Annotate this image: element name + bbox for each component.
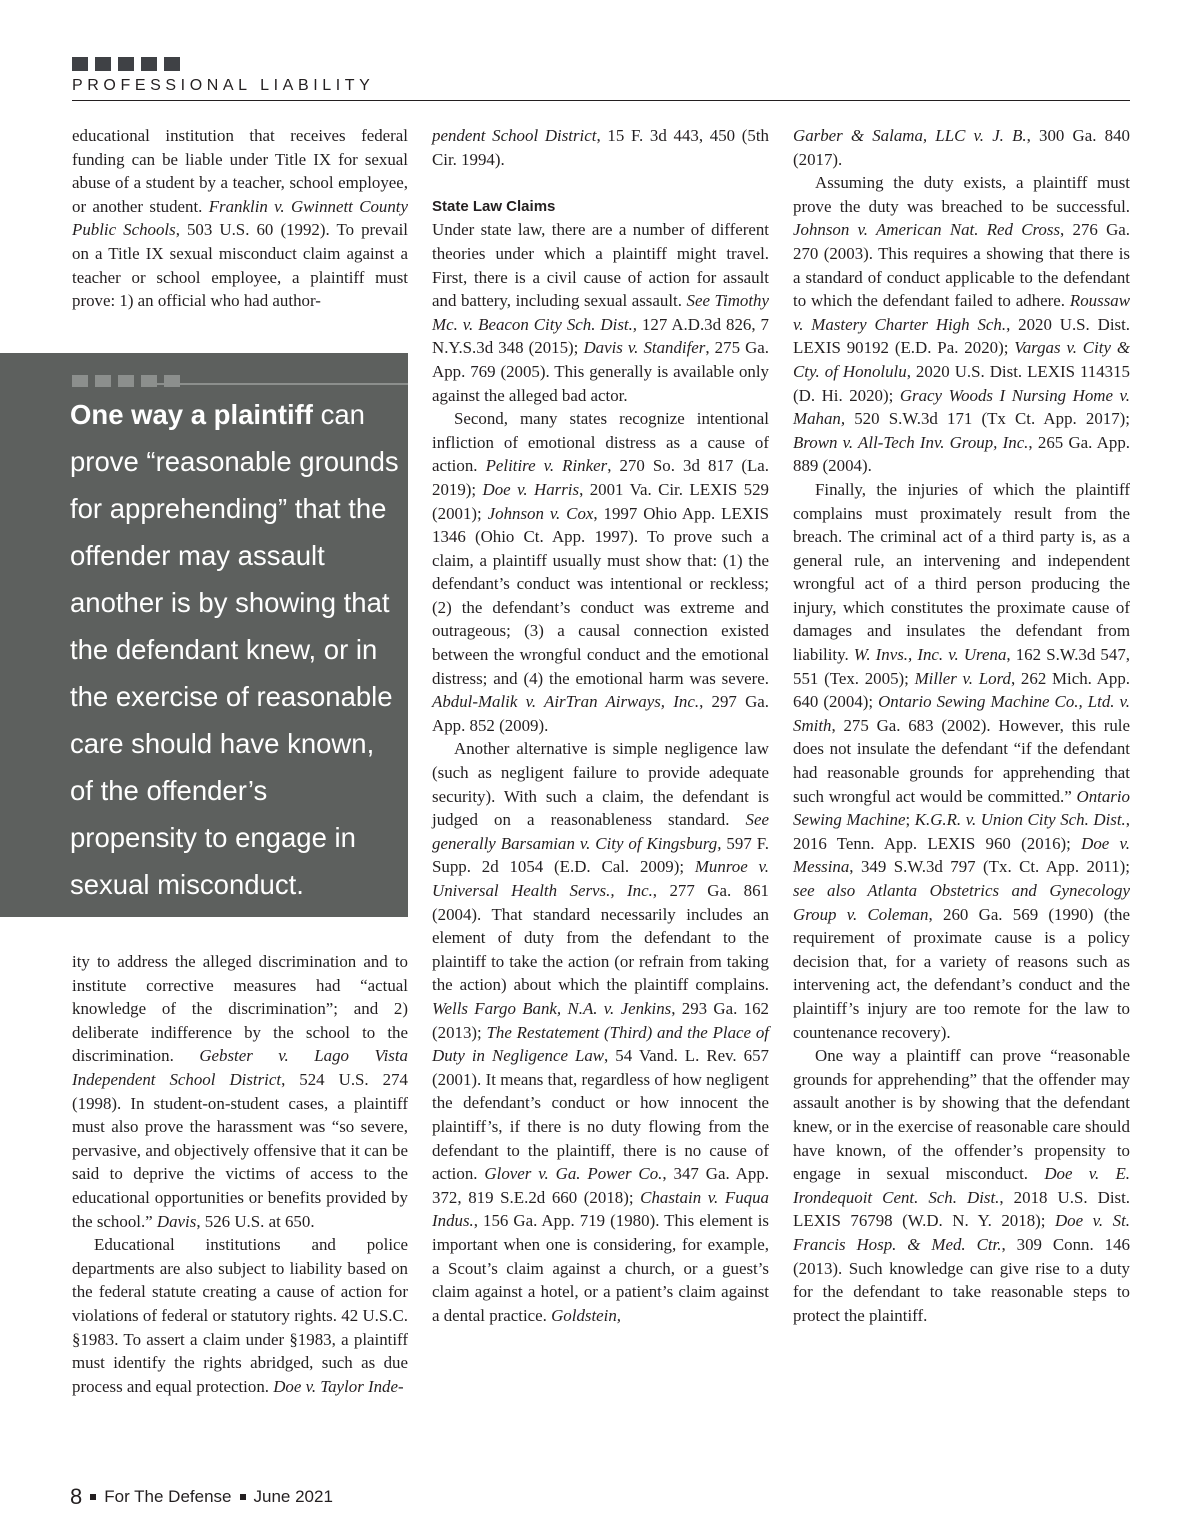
page-number: 8 bbox=[70, 1484, 83, 1509]
text-run: ; bbox=[905, 810, 915, 830]
pull-quote-lead: One way a plaintiff bbox=[70, 399, 313, 430]
paragraph bbox=[793, 124, 1130, 171]
column-1-bottom bbox=[72, 950, 408, 1398]
text-run: , 162 S.W.3d 547, 551 (Tex. 2005); bbox=[793, 645, 1130, 688]
paragraph bbox=[432, 737, 769, 1327]
case-citation: Ontario Sewing Machine bbox=[793, 786, 1130, 830]
text-run: Under state law, there are a number of different theories under which a plaintiff might travel. First, there is a civil cause of action for assault and battery, including sexual assault. bbox=[432, 220, 769, 311]
paragraph bbox=[793, 171, 1130, 478]
text-run: , 503 U.S. 60 (1992). To prevail on a Title IX sexual misconduct claim against a teacher or school employee, a plaintiff must prove: 1) an official who had author- bbox=[72, 220, 408, 311]
text-run: Assuming the duty exists, a plaintiff must prove the duty was breached to be successful. bbox=[793, 173, 1130, 216]
case-citation: Wells Fargo Bank, N.A. v. Jenkins bbox=[432, 998, 672, 1018]
page-footer bbox=[70, 1484, 333, 1510]
publication-name: For The Defense bbox=[104, 1487, 232, 1506]
text-run: 597 F. Supp. 2d 1054 (E.D. Cal. 2009); bbox=[432, 833, 769, 877]
case-citation: Davis bbox=[156, 1211, 197, 1231]
case-citation: Munroe v. Universal Health Servs., Inc. bbox=[432, 857, 769, 900]
text-run: , 275 Ga. App. 769 (2005). This generally is available only against the alleged bad actor. bbox=[432, 338, 770, 405]
case-citation: Ontario Sewing Machine Co., Ltd. v. Smith bbox=[793, 692, 1130, 735]
case-citation: Goldstein, bbox=[551, 1305, 622, 1325]
text-run: , 349 S.W.3d 797 (Tx. Ct. App. 2011); bbox=[849, 857, 1130, 877]
text-run: , 2016 Tenn. App. LEXIS 960 (2016); bbox=[793, 810, 1130, 853]
case-citation: pendent School District bbox=[432, 126, 597, 145]
case-citation: Chastain v. Fuqua Indus. bbox=[432, 1187, 770, 1231]
text-run: , 262 Mich. App. 640 (2004); bbox=[793, 668, 1130, 712]
case-citation: Glover v. Ga. Power Co. bbox=[484, 1164, 663, 1184]
paragraph bbox=[432, 407, 769, 737]
header-rule bbox=[72, 100, 1130, 101]
text-run: , 2020 U.S. Dist. LEXIS 90192 (E.D. Pa. 2020); bbox=[793, 314, 1130, 358]
text-run: , 265 Ga. App. 889 (2004). bbox=[793, 432, 1130, 476]
pull-quote bbox=[0, 353, 408, 917]
paragraph bbox=[72, 950, 408, 1233]
paragraph bbox=[432, 124, 769, 171]
pull-quote-rest: can prove “reasonable grounds for apprehending” that the offender may assault another is by showing that the defendant knew, or in the exercise of reasonable care should have known, of the offender’s propensity to engage in sexual misconduct. bbox=[70, 399, 399, 900]
text-run: Another alternative is simple negligence law (such as negligent failure to provide adequate security). With such a claim, the defendant is judged on a reasonableness standard. bbox=[432, 739, 769, 830]
text-run: Finally, the injuries of which the plaintiff complains must proximately result from the breach. The criminal act of a third party is, as a general rule, an intervening and independent wrongful act of a third person producing the injury, which constitutes the proximate cause of damages and insulates the defendant from liability. bbox=[793, 479, 1130, 665]
text-run: , 276 Ga. 270 (2003). This requires a showing that there is a standard of conduct applicable to the defendant to which the defendant failed to adhere. bbox=[793, 220, 1130, 311]
case-citation: Garber & Salama, LLC v. J. B. bbox=[793, 126, 1027, 145]
case-citation: Johnson v. American Nat. Red Cross bbox=[793, 220, 1061, 240]
case-citation: Franklin v. Gwinnett County Public Schools bbox=[72, 196, 408, 240]
case-citation: Roussaw v. Mastery Charter High Sch. bbox=[793, 291, 1130, 334]
case-citation: Johnson v. Cox bbox=[487, 503, 594, 523]
column-2 bbox=[432, 124, 769, 1327]
case-citation: Doe v. Harris bbox=[482, 479, 580, 499]
case-citation: Brown v. All-Tech Inv. Group, Inc. bbox=[793, 432, 1029, 452]
text-run: , 15 F. 3d 443, 450 (5th Cir. 1994). bbox=[432, 126, 769, 169]
case-citation: Davis v. Standifer bbox=[583, 338, 706, 358]
case-citation: See generally Barsamian v. City of Kingsburg, bbox=[432, 810, 769, 853]
pull-quote-text bbox=[70, 391, 400, 908]
text-run: , 297 Ga. App. 852 (2009). bbox=[432, 692, 770, 735]
text-run: Educational institutions and police departments are also subject to liability based on the federal statute creating a cause of action for violations of federal or statutory rights. 42 U.S.C. §1983. To assert a claim under §1983, a plaintiff must identify the rights abridged, such as due process and equal protection. bbox=[72, 1235, 408, 1396]
header-squares bbox=[72, 57, 180, 71]
text-run: ity to address the alleged discrimination and to institute corrective measures had “actual knowledge of the discrimination”; and 2) deliberate indifference by the school to the discrimination. bbox=[72, 952, 408, 1066]
text-run: , 293 Ga. 162 (2013); bbox=[432, 998, 769, 1042]
paragraph bbox=[72, 1233, 408, 1398]
case-citation: Gracy Woods I Nursing Home v. Mahan, bbox=[793, 385, 1130, 429]
case-citation: Doe v. Messina bbox=[793, 833, 1130, 877]
column-3 bbox=[793, 124, 1130, 1327]
text-run: 520 S.W.3d 171 (Tx Ct. App. 2017); bbox=[845, 409, 1130, 429]
bullet-separator bbox=[90, 1494, 96, 1500]
text-run: , 2018 U.S. Dist. LEXIS 76798 (W.D. N. Y. 2018); bbox=[793, 1187, 1130, 1231]
issue-date: June 2021 bbox=[253, 1487, 333, 1506]
text-run: , 2001 Va. Cir. LEXIS 529 (2001); bbox=[432, 479, 770, 523]
paragraph bbox=[72, 124, 408, 313]
text-run: , 1997 Ohio App. LEXIS 1346 (Ohio Ct. App. 1997). To prove such a claim, a plaintiff usually must show that: (1) the defendant’s conduct was intentional or reckless; (2) the defendant’s conduct was extreme and outrageous; (3) a causal connection existed between the wrongful conduct and the emotional distress; and (4) the emotional harm was severe. bbox=[432, 503, 769, 688]
pull-quote-squares bbox=[72, 375, 180, 387]
text-run: , 275 Ga. 683 (2002). However, this rule does not insulate the defendant “if the defendant had reasonable grounds for apprehending that such wrongful act would be committed.” bbox=[793, 715, 1130, 806]
paragraph bbox=[432, 218, 769, 407]
case-citation: Vargas v. City & Cty. of Honolulu bbox=[793, 338, 1130, 381]
case-citation: W. Invs., Inc. v. Urena bbox=[853, 645, 1007, 665]
case-citation: see also Atlanta Obstetrics and Gynecology Group v. Coleman bbox=[793, 881, 1130, 924]
case-citation: Pelitire v. Rinker bbox=[485, 456, 608, 476]
bullet-separator bbox=[240, 1494, 246, 1500]
case-citation: K.G.R. v. Union City Sch. Dist. bbox=[914, 810, 1126, 830]
pull-quote-rule bbox=[156, 383, 408, 385]
text-run: , 260 Ga. 569 (1990) (the requirement of proximate cause is a policy decision that, for a variety of reasons such as intervening act, the defendant’s conduct and the plaintiff’s injury are too remote for the law to countenance recovery). bbox=[793, 904, 1130, 1042]
text-run: 127 A.D.3d 826, 7 N.Y.S.3d 348 (2015); bbox=[432, 314, 769, 358]
text-run: , 524 U.S. 274 (1998). In student-on-student cases, a plaintiff must also prove the harassment was “so severe, pervasive, and objectively offensive that it can be said to deprive the victims of access to the educational opportunities or benefits provided by the school.” bbox=[72, 1069, 408, 1231]
paragraph bbox=[793, 478, 1130, 1044]
text-run: , 2020 U.S. Dist. LEXIS 114315 (D. Hi. 2020); bbox=[793, 361, 1131, 405]
case-citation: See Timothy Mc. v. Beacon City Sch. Dist., bbox=[432, 291, 769, 334]
case-citation: Abdul-Malik v. AirTran Airways, Inc. bbox=[432, 692, 700, 712]
text-run: , 300 Ga. 840 (2017). bbox=[793, 126, 1130, 169]
case-citation: Miller v. Lord bbox=[914, 668, 1011, 688]
case-citation: Doe v. Taylor Inde- bbox=[273, 1376, 404, 1396]
section-label: PROFESSIONAL LIABILITY bbox=[72, 77, 375, 94]
text-run: , 54 Vand. L. Rev. 657 (2001). It means that, regardless of how negligent the defendant’s conduct or how innocent the plaintiff’s, if there is no duty flowing from the defendant to the plaintiff, there is no cause of action. bbox=[432, 1046, 769, 1184]
text-run: , 270 So. 3d 817 (La. 2019); bbox=[432, 456, 770, 499]
spacer bbox=[432, 171, 769, 195]
text-run: , 156 Ga. App. 719 (1980). This element is important when one is considering, for example, a Scout’s claim against a church, or a guest’s claim against a hotel, or a patient’s claim against a dental practice. bbox=[432, 1211, 769, 1325]
text-run: , 277 Ga. 861 (2004). That standard necessarily includes an element of duty from the defendant to the plaintiff to take the action (or refrain from taking the action) about which the plaintiff complains. bbox=[432, 881, 769, 995]
text-run: educational institution that receives federal funding can be liable under Title IX for sexual abuse of a student by a teacher, school employee, or another student. bbox=[72, 126, 408, 216]
case-citation: Gebster v. Lago Vista Independent School District bbox=[72, 1046, 408, 1089]
text-run: , 526 U.S. at 650. bbox=[196, 1211, 315, 1231]
paragraph bbox=[793, 1044, 1130, 1327]
case-citation: Doe v. St. Francis Hosp. & Med. Ctr. bbox=[793, 1211, 1130, 1254]
column-1-top bbox=[72, 124, 408, 313]
text-run: Second, many states recognize intentional infliction of emotional distress as a cause of action. bbox=[432, 409, 769, 476]
case-citation: Doe v. E. Irondequoit Cent. Sch. Dist. bbox=[793, 1164, 1131, 1207]
text-run: , 309 Conn. 146 (2013). Such knowledge can give rise to a duty for the defendant to take reasonable steps to protect the plaintiff. bbox=[793, 1234, 1130, 1325]
case-citation: The Restatement (Third) and the Place of Duty in Negligence Law bbox=[432, 1022, 769, 1066]
text-run: One way a plaintiff can prove “reasonable grounds for apprehending” that the offender may assault another is by showing that the defendant knew, or in the exercise of reasonable care should have known, of the offender’s propensity to engage in sexual misconduct. bbox=[793, 1046, 1130, 1184]
text-run: , 347 Ga. App. 372, 819 S.E.2d 660 (2018); bbox=[432, 1164, 769, 1207]
section-heading: State Law Claims bbox=[432, 197, 556, 215]
